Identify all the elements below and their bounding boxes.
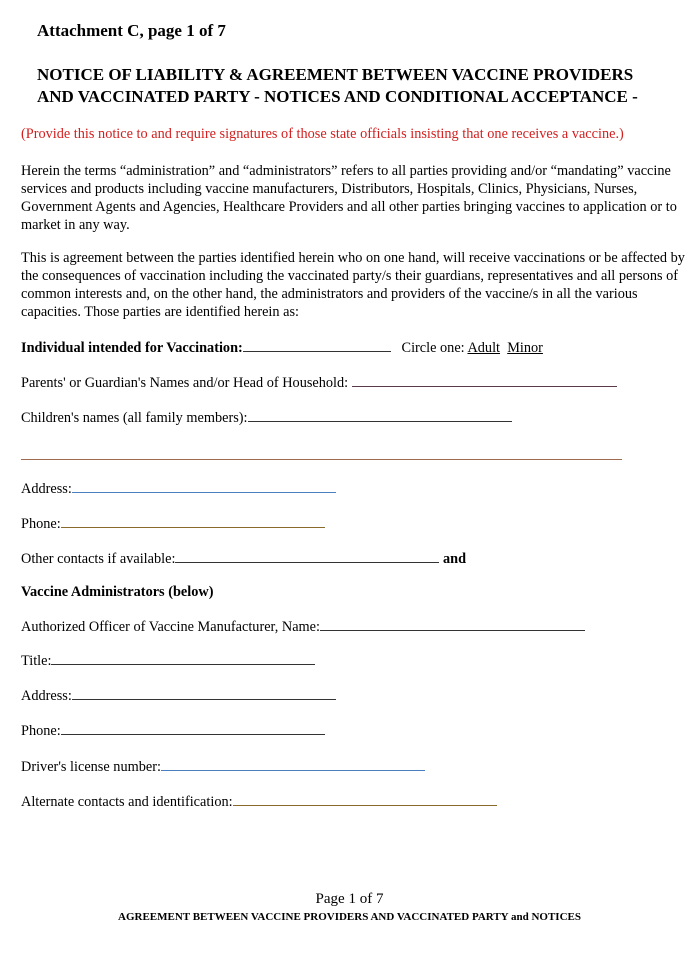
circle-one-label: Circle one: — [401, 340, 465, 356]
minor-option[interactable]: Minor — [507, 340, 543, 356]
phone2-blank[interactable] — [61, 722, 325, 735]
address2-label: Address: — [21, 688, 72, 704]
officer-label: Authorized Officer of Vaccine Manufacturer, Name: — [21, 619, 320, 635]
phone2-field — [21, 722, 325, 740]
parents-label: Parents' or Guardian's Names and/or Head of Household: — [21, 375, 349, 391]
address-label: Address: — [21, 481, 72, 497]
title-blank[interactable] — [51, 652, 315, 665]
other-contacts-label: Other contacts if available: — [21, 551, 176, 567]
children-blank[interactable] — [248, 409, 512, 422]
parents-field — [21, 374, 617, 392]
instruction-note: (Provide this notice to and require signatures of those state officials insisting that one receives a vaccine.) — [21, 126, 624, 142]
title-line-2: AND VACCINATED PARTY - NOTICES AND CONDITIONAL ACCEPTANCE - — [37, 87, 638, 106]
children-extra-blank[interactable] — [21, 459, 622, 460]
definitions-paragraph: Herein the terms “administration” and “administrators” refers to all parties providing and/or “mandating” vaccine services and products including vaccine manufacturers, Distributors, Hospitals, Clinics, Physicians, Nurses, Government Agents and Agencies, Healthcare Providers and all other parties bringing vaccines to application or to market in any way. — [21, 163, 677, 233]
drivers-license-label: Driver's license number: — [21, 759, 161, 775]
phone-blank[interactable] — [61, 515, 325, 528]
alternate-contacts-label: Alternate contacts and identification: — [21, 794, 233, 810]
phone-label: Phone: — [21, 516, 61, 532]
parents-blank[interactable] — [352, 374, 617, 387]
phone2-label: Phone: — [21, 723, 61, 739]
individual-field — [21, 339, 543, 357]
drivers-license-blank[interactable] — [161, 758, 425, 771]
address2-blank[interactable] — [72, 687, 336, 700]
adult-option[interactable]: Adult — [467, 340, 501, 356]
administrators-heading: Vaccine Administrators (below) — [21, 584, 214, 600]
drivers-license-field — [21, 758, 425, 776]
children-field — [21, 409, 512, 427]
title-field — [21, 652, 315, 670]
children-label: Children's names (all family members): — [21, 410, 248, 426]
agreement-paragraph: This is agreement between the parties identified herein who on one hand, will receive vaccinations or be affected by the consequences of vaccination including the vaccinated party/s their guardians, representatives and all persons of common interests and, on the other hand, the administrators and providers of the vaccine/s in all the various capacities. Those parties are identified herein as: — [21, 250, 685, 320]
footer-caption: AGREEMENT BETWEEN VACCINE PROVIDERS AND VACCINATED PARTY and NOTICES — [118, 911, 581, 923]
officer-field — [21, 618, 585, 636]
phone-field — [21, 515, 325, 533]
other-contacts-blank[interactable] — [175, 550, 439, 563]
attachment-header: Attachment C, page 1 of 7 — [37, 21, 226, 40]
page-number: Page 1 of 7 — [315, 891, 384, 907]
officer-blank[interactable] — [320, 618, 585, 631]
address2-field — [21, 687, 336, 705]
title-line-1: NOTICE OF LIABILITY & AGREEMENT BETWEEN VACCINE PROVIDERS — [37, 65, 634, 84]
individual-label: Individual intended for Vaccination: — [21, 340, 243, 356]
address-field — [21, 480, 336, 498]
individual-blank[interactable] — [243, 339, 391, 352]
alternate-contacts-field — [21, 793, 497, 811]
address-blank[interactable] — [72, 480, 336, 493]
and-label: and — [443, 551, 467, 567]
alternate-contacts-blank[interactable] — [233, 793, 497, 806]
other-contacts-field — [21, 550, 466, 568]
title-label: Title: — [21, 653, 52, 669]
